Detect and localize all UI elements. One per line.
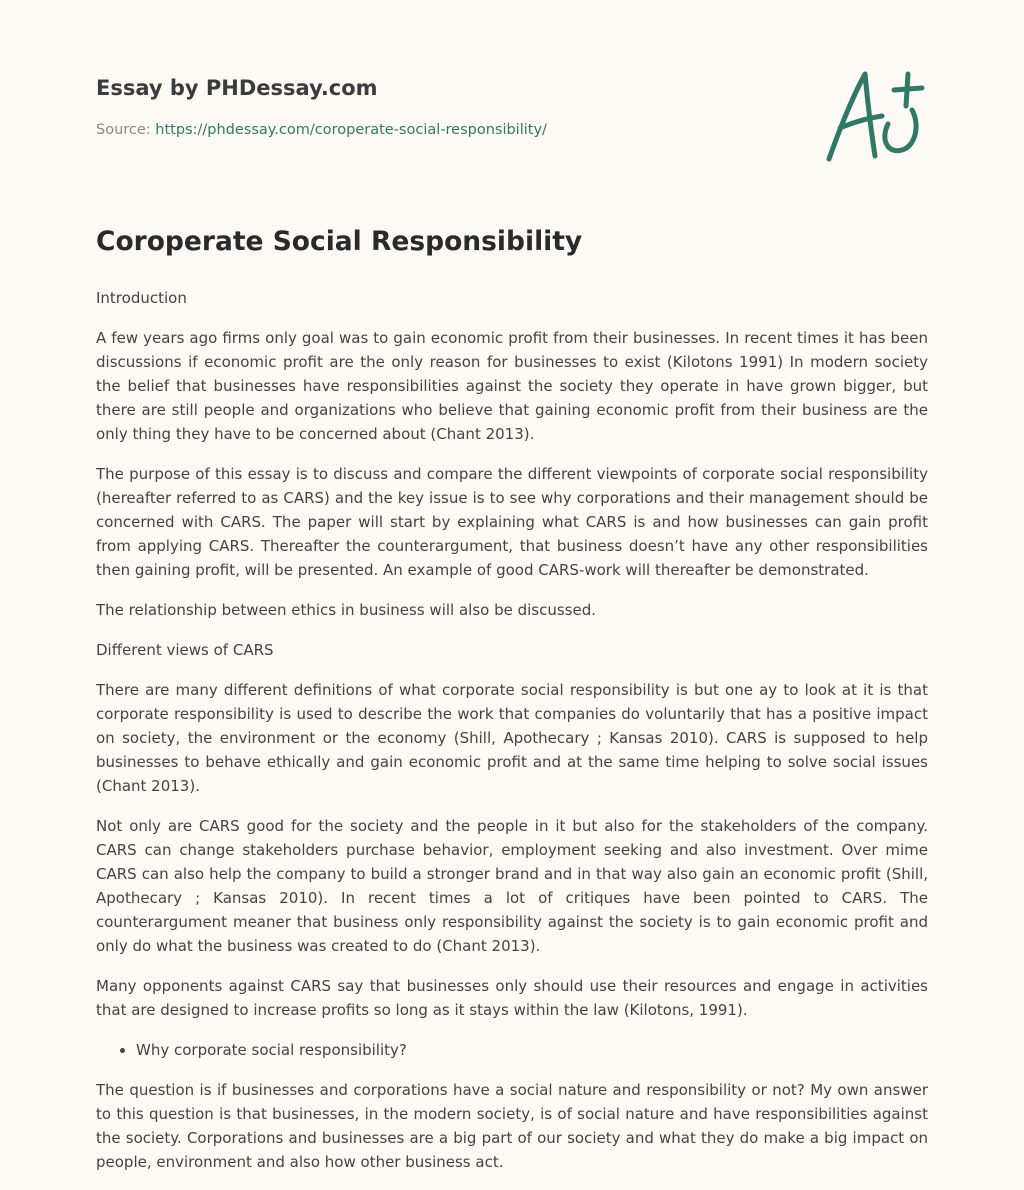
- source-line: [96, 122, 547, 138]
- paragraph-4: There are many different definitions of what corporate social responsibility is but one ay to look at it is that corporate responsibility is used to describe the work that companies do voluntarily that has a positive impact on society, the environment or the economy (Shill, Apothecary ; Kansas 2010). CARS is supposed to help businesses to behave ethically and gain economic profit and at the same time helping to solve social issues (Chant 2013).: [96, 681, 928, 795]
- paragraph-7: The question is if businesses and corporations have a social nature and responsibility or not? My own answer to this question is that businesses, in the modern society, is of social nature and have responsibilities against the society. Corporations and businesses are a big part of our society and what they do make a big impact on people, environment and also how other business act.: [96, 1081, 928, 1171]
- essay-title: Coroperate Social Responsibility: [96, 226, 583, 257]
- section-heading-views: Different views of CARS: [96, 641, 274, 659]
- paragraph-2: The purpose of this essay is to discuss and compare the different viewpoints of corporate social responsibility (hereafter referred to as CARS) and the key issue is to see why corporations and their management should be concerned with CARS. The paper will start by explaining what CARS is and how businesses can gain profit from applying CARS. Thereafter the counterargument, that business doesn’t have any other responsibilities then gaining profit, will be presented. An example of good CARS-work will thereafter be demonstrated.: [96, 465, 928, 579]
- bullet-item-why-csr: • Why corporate social responsibility?: [136, 1038, 928, 1062]
- source-link[interactable]: https://phdessay.com/coroperate-social-responsibility/: [155, 122, 547, 138]
- essay-body: [96, 286, 928, 1190]
- paragraph-6: Many opponents against CARS say that businesses only should use their resources and engage in activities that are designed to increase profits so long as it stays within the law (Kilotons, 1991).: [96, 977, 928, 1019]
- brand-title: Essay by PHDessay.com: [96, 76, 378, 100]
- section-heading-introduction: Introduction: [96, 289, 187, 307]
- paragraph-5: Not only are CARS good for the society and the people in it but also for the stakeholders of the company. CARS can change stakeholders purchase behavior, employment seeking and also investment. Over mime CARS can also help the company to build a stronger brand and in that way also gain an economic profit (Shill, Apothecary ; Kansas 2010). In recent times a lot of critiques have been pointed to CARS. The counterargument meaner that business only responsibility against the society is to gain economic profit and only do what the business was created to do (Chant 2013).: [96, 817, 928, 955]
- paragraph-1: A few years ago firms only goal was to gain economic profit from their businesses. In recent times it has been discussions if economic profit are the only reason for businesses to exist (Kilotons 1991) In modern society the belief that businesses have responsibilities against the society they operate in have grown bigger, but there are still people and organizations who believe that gaining economic profit from their business are the only thing they have to be concerned about (Chant 2013).: [96, 329, 928, 443]
- a-plus-logo-icon: [822, 66, 928, 166]
- source-label: Source:: [96, 122, 156, 138]
- bullet-list: [96, 1038, 928, 1062]
- page-header: [96, 76, 547, 138]
- paragraph-3: The relationship between ethics in business will also be discussed.: [96, 601, 597, 619]
